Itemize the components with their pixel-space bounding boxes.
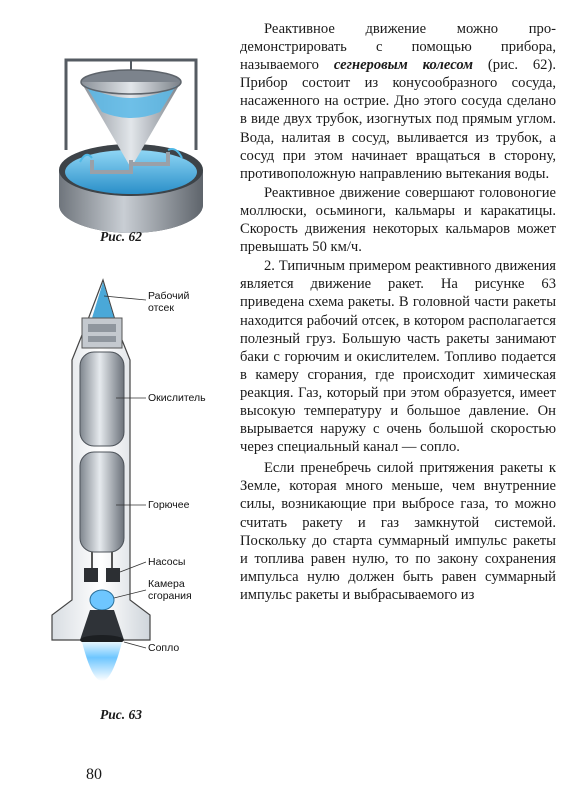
page-number: 80 <box>86 766 102 783</box>
label-chamber-line1: Камера <box>148 578 185 590</box>
paragraph-closed-system: Если пренебречь силой притяжения ракеты к Земле, которая много меньше, чем внутренние силы, возникающие при выбросе газа, то можно считать ракету и газ замкнутой системой. Поскольку до старта суммарный импульс ракеты и топлива равен нулю, то по закону сохранения импульса нулю должен быть равен суммарный импульс ракеты и выбрасываемого из <box>240 460 556 603</box>
paragraph-mollusks: Реактивное движение совершают головоногие моллюски, осьминоги, кальмары и каракатицы. Скорость движения некоторых кальмаров может превышать 50 км/ч. <box>240 184 556 256</box>
figure-63-caption: Рис. 63 <box>100 707 142 722</box>
label-oxidizer: Окислитель <box>148 392 206 404</box>
label-work-line2: отсек <box>148 302 174 314</box>
label-work-line1: Рабочий <box>148 290 190 302</box>
label-fuel: Горючее <box>148 499 190 511</box>
paragraph-segner-wheel <box>240 20 556 183</box>
main-text-column <box>240 20 556 604</box>
label-chamber-line2: сгорания <box>148 590 192 602</box>
label-combustion-chamber <box>148 578 192 602</box>
figure-62-caption: Рис. 62 <box>100 229 142 244</box>
figures-column <box>0 0 238 800</box>
paragraph-1-part-a: Реактивное движение можно продемонстрировать с помощью прибора, называемого <box>240 21 556 74</box>
paragraph-rockets: 2. Типичным примером реактивного движения является движение ракет. На рисунке 63 приведена схема ракеты. В головной части ракеты находится рабочий отсек, в котором располагается полезный груз. Большую часть ракеты занимают баки с горючим и окислителем. Топливо подается в камеру сгорания, где происходит химическая реакция. Газ, который при этом образуется, имеет высокую температуру и большое давление. Он вырывается наружу с очень большой скоростью через специальный канал — сопло. <box>240 258 556 456</box>
term-segner-wheel: сегнеровым колесом <box>333 57 474 74</box>
label-pumps: Насосы <box>148 556 186 568</box>
label-work-compartment <box>148 290 189 314</box>
label-nozzle: Сопло <box>148 642 180 654</box>
rocket-figure <box>0 0 238 720</box>
paragraph-1-part-b: (рис. 62). Прибор состоит из конусообразного сосуда, насаженного на острие. Дно этого сосуда сделано в виде двух трубок, изогнутых под прямым углом. Вода, налитая в сосуд, выливается из трубок, а сосуд при этом начинает вращаться в сторону, противоположную направлению вытекания воды. <box>240 57 556 182</box>
